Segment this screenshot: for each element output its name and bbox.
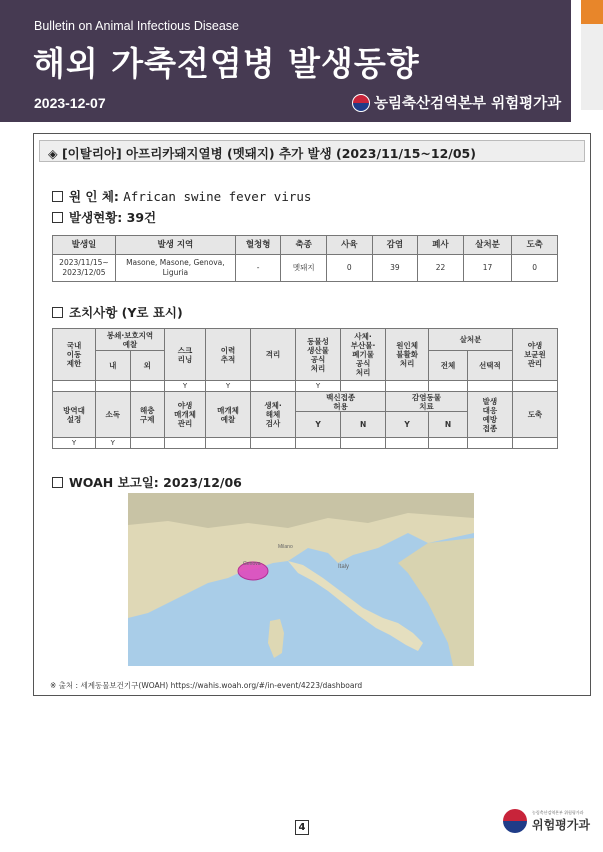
woah-label: WOAH 보고일:: [69, 475, 164, 490]
map-label-italy: Italy: [338, 564, 350, 570]
hdr-zone-out: 외: [130, 351, 165, 381]
cell-culled: 17: [463, 255, 512, 282]
org-name: 농림축산검역본부 위험평가과: [374, 96, 562, 112]
measures-label: 조치사항 (Y로 표시): [69, 305, 183, 320]
woah-value: 2023/12/06: [163, 475, 242, 490]
val-cell: [341, 381, 386, 392]
val-cell: Y: [53, 438, 96, 449]
col-infected: 감염: [372, 236, 418, 255]
hdr-cull-all: 전체: [429, 351, 468, 381]
checkbox-icon: [52, 191, 63, 202]
val-cell: [467, 438, 512, 449]
val-cell: [250, 381, 295, 392]
col-species: 축종: [281, 236, 327, 255]
val-cell: [130, 438, 165, 449]
source-note: ※ 출처 : 세계동물보건기구(WOAH) https://wahis.woah.org/#/in-event/4223/dashboard: [50, 681, 363, 690]
emblem-icon: [503, 809, 527, 833]
cell-raised: 0: [327, 255, 373, 282]
val-cell: [165, 438, 206, 449]
hdr-vaccine: 백신접종 허용: [296, 392, 386, 412]
hdr-treat-y: Y: [386, 412, 429, 438]
page-title: 해외 가축전염병 발생동향: [33, 44, 420, 83]
val-cell: [386, 381, 429, 392]
val-cell: [512, 381, 557, 392]
hdr-treatment: 감염동물 치료: [386, 392, 468, 412]
map-label-milano: Milano: [278, 544, 293, 550]
cause-label: 원 인 체:: [69, 189, 124, 204]
hdr-vector-surveillance: 매개체 예찰: [205, 392, 250, 438]
val-cell: [250, 438, 295, 449]
report-heading-bar: [39, 140, 585, 162]
cell-date: 2023/11/15~ 2023/12/05: [53, 255, 116, 282]
hdr-response-vaccination: 발생 대응 예방 접종: [467, 392, 512, 438]
val-cell: [296, 438, 341, 449]
page-number: 4: [295, 820, 309, 835]
measures-line: [52, 303, 183, 321]
col-slaughter: 도축: [512, 236, 558, 255]
report-heading: ◈ [이탈리아] 아프리카돼지열병 (멧돼지) 추가 발생 (2023/11/15~12/05): [48, 146, 476, 161]
checkbox-icon: [52, 212, 63, 223]
hdr-wildlife: 야생 보균원 관리: [512, 329, 557, 381]
emblem-icon: [352, 94, 370, 112]
checkbox-icon: [52, 307, 63, 318]
hdr-wild-vector-mgmt: 야생 매개체 관리: [165, 392, 206, 438]
table-row: [53, 381, 558, 392]
checkbox-icon: [52, 477, 63, 488]
woah-line: [52, 473, 242, 491]
status-label: 발생현황:: [69, 210, 127, 225]
col-serotype: 혈청형: [235, 236, 281, 255]
col-culled: 살처분: [463, 236, 512, 255]
val-cell: [53, 381, 96, 392]
hdr-inactivation: 원인체 불활화 처리: [386, 329, 429, 381]
hdr-quarantine: 격리: [250, 329, 295, 381]
hdr-cleaning: 소독: [95, 392, 130, 438]
hdr-vac-n: N: [341, 412, 386, 438]
col-date: 발생일: [53, 236, 116, 255]
col-deaths: 폐사: [418, 236, 464, 255]
hdr-vector-control: 해충 구제: [130, 392, 165, 438]
val-cell: Y: [296, 381, 341, 392]
header-subtitle: Bulletin on Animal Infectious Disease: [34, 19, 239, 33]
footer-org: 위험평가과: [532, 817, 590, 832]
val-cell: [512, 438, 557, 449]
status-value: 39건: [126, 210, 157, 225]
map-svg: [128, 493, 474, 666]
table-row: [53, 255, 558, 282]
map-label-genova: Genova: [243, 561, 261, 567]
val-cell: Y: [205, 381, 250, 392]
val-cell: [341, 438, 386, 449]
hdr-zone: 봉쇄·보호지역 예찰: [95, 329, 164, 351]
val-cell: [386, 438, 429, 449]
hdr-screening: 스크 리닝: [165, 329, 206, 381]
hdr-inspection: 생체· 해체 검사: [250, 392, 295, 438]
cell-species: 멧돼지: [281, 255, 327, 282]
hdr-vac-y: Y: [296, 412, 341, 438]
cell-deaths: 22: [418, 255, 464, 282]
val-cell: [429, 438, 468, 449]
hdr-culling: 살처분: [429, 329, 513, 351]
val-cell: [429, 381, 468, 392]
hdr-carcass: 사체· 부산물· 폐기물 공식 처리: [341, 329, 386, 381]
hdr-disinfection-zone: 방역대 설정: [53, 392, 96, 438]
hdr-tracing: 이력 추적: [205, 329, 250, 381]
outbreak-table: [52, 235, 558, 282]
footer-org-small: 농림축산검역본부 위험평가과: [532, 809, 584, 815]
hdr-domestic: 국내 이동 제한: [53, 329, 96, 381]
org-logo: [352, 92, 561, 113]
col-region: 발생 지역: [115, 236, 235, 255]
footer-logo: [503, 809, 590, 833]
corner-accent: [581, 0, 603, 24]
cause-line: [52, 187, 311, 205]
hdr-slaughter: 도축: [512, 392, 557, 438]
cell-serotype: -: [235, 255, 281, 282]
table-row: [53, 438, 558, 449]
cell-region: Masone, Masone, Genova, Liguria: [115, 255, 235, 282]
val-cell: Y: [165, 381, 206, 392]
cause-value: African swine fever virus: [123, 189, 312, 204]
report-date: 2023-12-07: [34, 95, 106, 111]
outbreak-map: [128, 493, 474, 666]
val-cell: [205, 438, 250, 449]
val-cell: [95, 381, 130, 392]
hdr-product: 동물성 생산물 공식 처리: [296, 329, 341, 381]
hdr-cull-selective: 선택적: [467, 351, 512, 381]
cell-infected: 39: [372, 255, 418, 282]
hdr-treat-n: N: [429, 412, 468, 438]
measures-table: [52, 328, 558, 449]
cell-slaughtered: 0: [512, 255, 558, 282]
status-line: [52, 208, 156, 226]
corner-bar: [581, 24, 603, 110]
col-raised: 사육: [327, 236, 373, 255]
hdr-zone-in: 내: [95, 351, 130, 381]
val-cell: [130, 381, 165, 392]
val-cell: [467, 381, 512, 392]
header-banner: [0, 0, 571, 122]
val-cell: Y: [95, 438, 130, 449]
